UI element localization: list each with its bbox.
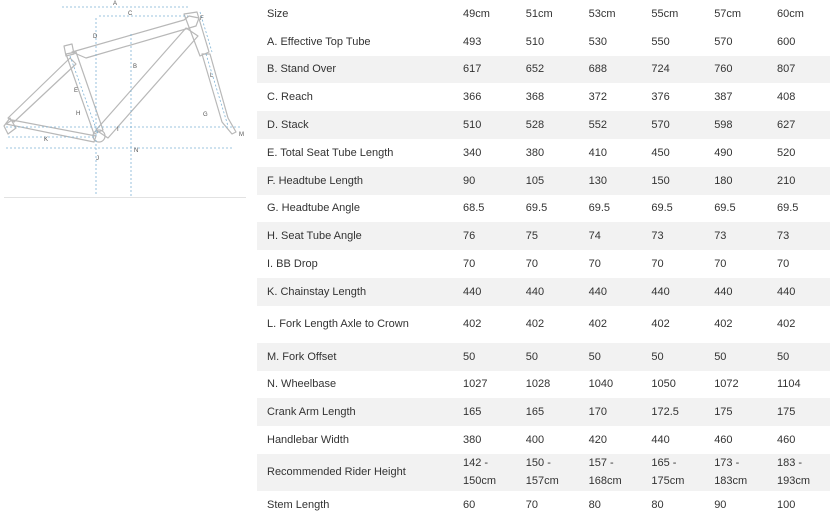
row-value: 69.5	[714, 202, 736, 215]
dim-line-e	[70, 56, 98, 134]
geometry-table	[257, 0, 830, 519]
header-size-col: 60cm	[776, 7, 804, 20]
row-value: 652	[525, 63, 545, 76]
fork	[202, 54, 236, 134]
row-value: 50	[525, 350, 539, 363]
header-size-col: 55cm	[651, 7, 679, 20]
row-value: 50	[776, 350, 790, 363]
row-value: 493	[463, 35, 482, 48]
row-value: 402	[463, 318, 482, 331]
row-value: 402	[525, 318, 545, 331]
row-value: 68.5	[463, 202, 485, 215]
row-label: B. Stand Over	[267, 63, 337, 76]
row-value: 73	[651, 230, 664, 243]
row-value: 570	[651, 119, 670, 132]
row-value: 372	[588, 91, 607, 104]
row-value: 408	[776, 91, 796, 104]
row-value: 70	[651, 258, 664, 271]
table-row	[257, 195, 830, 223]
row-value: 440	[714, 285, 733, 298]
row-value: 402	[714, 318, 733, 331]
row-value: 420	[588, 434, 607, 447]
top-tube	[72, 16, 199, 58]
row-value: 1040	[588, 378, 614, 391]
seat-stay	[8, 58, 79, 122]
row-value: 490	[714, 146, 733, 159]
row-value: 400	[525, 434, 545, 447]
row-value: 440	[776, 285, 796, 298]
row-value: 440	[651, 285, 670, 298]
table-row	[257, 111, 830, 139]
label-e: E	[74, 88, 79, 94]
table-row	[257, 250, 830, 278]
table-row	[257, 398, 830, 426]
row-label: Handlebar Width	[267, 434, 349, 447]
row-value: 90	[714, 498, 727, 511]
row-label: D. Stack	[267, 119, 309, 132]
row-value: 460	[714, 434, 733, 447]
row-value: 460	[776, 434, 796, 447]
row-value: 366	[463, 91, 482, 104]
row-value: 69.5	[525, 202, 548, 215]
row-value: 724	[651, 63, 670, 76]
row-label: H. Seat Tube Angle	[267, 230, 362, 243]
chain-stay	[6, 120, 96, 142]
row-label: I. BB Drop	[267, 258, 318, 271]
row-value: 105	[525, 174, 545, 187]
row-value: 1027	[463, 378, 488, 391]
label-k: K	[44, 137, 49, 143]
row-label: C. Reach	[267, 91, 313, 104]
row-value: 210	[776, 174, 796, 187]
row-label: Crank Arm Length	[267, 406, 356, 419]
label-l: L	[210, 73, 214, 79]
row-value: 688	[588, 63, 607, 76]
head-tube	[184, 12, 209, 56]
table-row	[257, 306, 830, 343]
table-row	[257, 167, 830, 195]
label-d: D	[93, 34, 98, 40]
row-value: 440	[525, 285, 545, 298]
bike-frame-drawing	[0, 0, 250, 200]
row-value: 175	[714, 406, 733, 419]
row-value: 440	[651, 434, 670, 447]
table-row	[257, 28, 830, 56]
row-value: 510	[463, 119, 482, 132]
row-value: 183 - 193cm	[776, 457, 811, 488]
label-a: A	[113, 1, 118, 7]
row-value: 100	[776, 498, 796, 511]
row-value: 1050	[651, 378, 676, 391]
row-value: 380	[463, 434, 482, 447]
row-value: 50	[463, 350, 476, 363]
row-value: 1104	[776, 378, 801, 391]
row-value: 157 - 168cm	[588, 457, 622, 488]
row-value: 69.5	[588, 202, 611, 215]
row-value: 175	[776, 406, 796, 419]
row-value: 402	[651, 318, 670, 331]
row-value: 80	[651, 498, 664, 511]
row-value: 50	[714, 350, 727, 363]
row-value: 69.5	[776, 202, 799, 215]
row-value: 450	[651, 146, 670, 159]
label-j: J	[96, 156, 99, 162]
row-label: E. Total Seat Tube Length	[267, 146, 394, 159]
row-label: G. Headtube Angle	[267, 202, 360, 215]
row-label: N. Wheelbase	[267, 378, 337, 391]
row-value: 180	[714, 174, 733, 187]
row-value: 70	[776, 258, 790, 271]
row-value: 598	[714, 119, 733, 132]
table-row	[257, 491, 830, 519]
row-value: 60	[463, 498, 476, 511]
table-row	[257, 371, 830, 399]
row-value: 90	[463, 174, 476, 187]
row-value: 173 - 183cm	[714, 457, 748, 488]
row-value: 76	[463, 230, 476, 243]
row-label: M. Fork Offset	[267, 350, 337, 363]
row-value: 165	[463, 406, 482, 419]
row-value: 380	[525, 146, 545, 159]
table-row	[257, 454, 830, 491]
row-label: K. Chainstay Length	[267, 285, 367, 298]
row-value: 530	[588, 35, 607, 48]
table-row	[257, 278, 830, 306]
row-value: 170	[588, 406, 607, 419]
row-value: 627	[776, 119, 796, 132]
header-size-col: 53cm	[588, 7, 616, 20]
row-value: 73	[776, 230, 790, 243]
row-label: Stem Length	[267, 498, 330, 511]
row-value: 552	[588, 119, 607, 132]
row-value: 150 - 157cm	[525, 457, 559, 488]
geometry-diagram	[0, 0, 250, 200]
row-value: 760	[714, 63, 733, 76]
row-value: 600	[776, 35, 796, 48]
row-label: Recommended Rider Height	[267, 466, 406, 479]
header-size-col: 57cm	[714, 7, 742, 20]
row-value: 50	[651, 350, 664, 363]
row-value: 69.5	[651, 202, 673, 215]
table-header-row	[257, 0, 830, 28]
row-value: 440	[588, 285, 607, 298]
row-value: 165	[525, 406, 545, 419]
row-value: 570	[714, 35, 733, 48]
row-value: 1072	[714, 378, 739, 391]
diagram-divider	[4, 197, 246, 198]
label-h: H	[76, 111, 81, 117]
label-n: N	[134, 148, 139, 154]
down-tube	[96, 28, 198, 138]
row-value: 617	[463, 63, 482, 76]
row-value: 520	[776, 146, 796, 159]
row-value: 528	[525, 119, 545, 132]
row-value: 70	[714, 258, 727, 271]
row-value: 440	[463, 285, 482, 298]
label-c: C	[128, 11, 133, 17]
row-value: 70	[525, 258, 539, 271]
row-value: 70	[525, 498, 539, 511]
label-g: G	[203, 112, 208, 118]
table-row	[257, 343, 830, 371]
row-value: 130	[588, 174, 607, 187]
row-value: 74	[588, 230, 601, 243]
row-value: 402	[588, 318, 607, 331]
label-b: B	[133, 64, 138, 70]
row-value: 402	[776, 318, 796, 331]
row-value: 75	[525, 230, 539, 243]
table-row	[257, 56, 830, 84]
table-row	[257, 222, 830, 250]
table-row	[257, 139, 830, 167]
row-value: 550	[651, 35, 670, 48]
row-value: 1028	[525, 378, 551, 391]
row-value: 172.5	[651, 406, 679, 419]
header-size-col: 51cm	[525, 7, 553, 20]
row-value: 165 - 175cm	[651, 457, 685, 488]
label-m: M	[239, 132, 244, 138]
row-label: F. Headtube Length	[267, 174, 364, 187]
seat-post	[64, 44, 74, 56]
row-value: 80	[588, 498, 601, 511]
row-value: 150	[651, 174, 670, 187]
seat-tube	[66, 52, 103, 134]
row-value: 50	[588, 350, 601, 363]
row-value: 510	[525, 35, 545, 48]
dim-line-l	[206, 54, 228, 126]
table-row	[257, 83, 830, 111]
row-value: 368	[525, 91, 545, 104]
row-label: L. Fork Length Axle to Crown	[267, 318, 409, 331]
header-size-label: Size	[267, 7, 289, 20]
row-value: 340	[463, 146, 482, 159]
row-value: 410	[588, 146, 607, 159]
label-f: F	[200, 16, 204, 22]
row-label: A. Effective Top Tube	[267, 35, 371, 48]
row-value: 70	[588, 258, 601, 271]
row-value: 70	[463, 258, 476, 271]
header-size-col: 49cm	[463, 7, 490, 20]
row-value: 73	[714, 230, 727, 243]
row-value: 387	[714, 91, 733, 104]
row-value: 807	[776, 63, 796, 76]
label-i: I	[117, 127, 119, 133]
row-value: 142 - 150cm	[463, 457, 497, 488]
row-value: 376	[651, 91, 670, 104]
table-row	[257, 426, 830, 454]
